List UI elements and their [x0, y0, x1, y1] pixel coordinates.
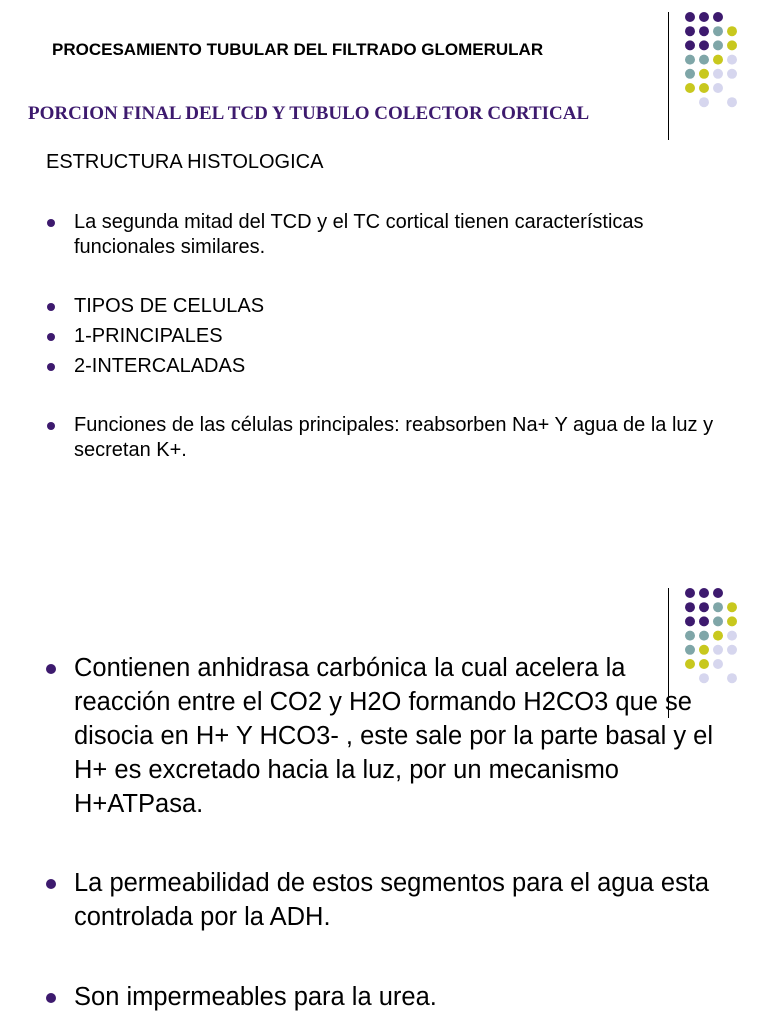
decorative-dot: [699, 12, 709, 22]
decorative-dot: [699, 40, 709, 50]
decorative-dot: [727, 602, 737, 612]
decorative-dot: [685, 83, 695, 93]
list-item: Contienen anhidrasa carbónica la cual acelera la reacción entre el CO2 y H2O formando H2CO3 que se disocia en H+ Y HCO3- , este sale por la parte basal y el H+ es excretado hacia la luz, por un mecanismo H+ATPasa.: [74, 651, 724, 821]
decorative-dot: [685, 12, 695, 22]
decorative-dot: [699, 616, 709, 626]
decorative-dot: [685, 26, 695, 36]
decorative-dot: [699, 631, 709, 641]
list-item: 2-INTERCALADAS: [74, 354, 734, 379]
decorative-dot: [699, 83, 709, 93]
decorative-dot: [713, 83, 723, 93]
decorative-dot: [713, 40, 723, 50]
decorative-dot: [727, 26, 737, 36]
dot-grid: [685, 12, 737, 107]
decorative-dot: [685, 602, 695, 612]
slide-2: [0, 512, 768, 1024]
decorative-dot: [685, 588, 695, 598]
list-item: 1-PRINCIPALES: [74, 324, 734, 349]
list-item: Funciones de las células principales: reabsorben Na+ Y agua de la luz y secretan K+.: [74, 413, 744, 463]
decorative-dot: [713, 69, 723, 79]
decorative-dot: [727, 616, 737, 626]
decorative-dot: [699, 55, 709, 65]
list-item: TIPOS DE CELULAS: [74, 294, 734, 319]
list-item: La permeabilidad de estos segmentos para el agua esta controlada por la ADH.: [74, 866, 724, 934]
decorative-dot: [713, 26, 723, 36]
decorative-dot: [727, 69, 737, 79]
decorative-dot: [713, 588, 723, 598]
decorative-dot: [713, 631, 723, 641]
page-subtitle: PORCION FINAL DEL TCD Y TUBULO COLECTOR CORTICAL: [28, 103, 590, 124]
decorative-dot: [713, 616, 723, 626]
list-item: La segunda mitad del TCD y el TC cortical tienen características funcionales similares.: [74, 210, 734, 260]
decorative-dot: [699, 602, 709, 612]
decorative-dot: [699, 588, 709, 598]
decorative-dot: [727, 55, 737, 65]
decorative-dot: [713, 602, 723, 612]
decorative-dot: [727, 97, 737, 107]
page-title: PROCESAMIENTO TUBULAR DEL FILTRADO GLOMERULAR: [52, 40, 544, 59]
decorative-dot: [699, 26, 709, 36]
list-item: Son impermeables para la urea.: [74, 980, 724, 1014]
decorative-dot: [713, 55, 723, 65]
decorative-dot: [685, 69, 695, 79]
decorative-dot: [727, 40, 737, 50]
decorative-dot: [685, 631, 695, 641]
decorative-dot: [727, 673, 737, 683]
section-heading: ESTRUCTURA HISTOLOGICA: [46, 151, 324, 173]
dot-grid-decoration: [680, 10, 760, 130]
divider-line: [668, 12, 669, 140]
decorative-dot: [727, 631, 737, 641]
decorative-dot: [699, 97, 709, 107]
decorative-dot: [699, 69, 709, 79]
decorative-dot: [685, 616, 695, 626]
decorative-dot: [727, 645, 737, 655]
decorative-dot: [685, 40, 695, 50]
decorative-dot: [685, 55, 695, 65]
decorative-dot: [713, 12, 723, 22]
